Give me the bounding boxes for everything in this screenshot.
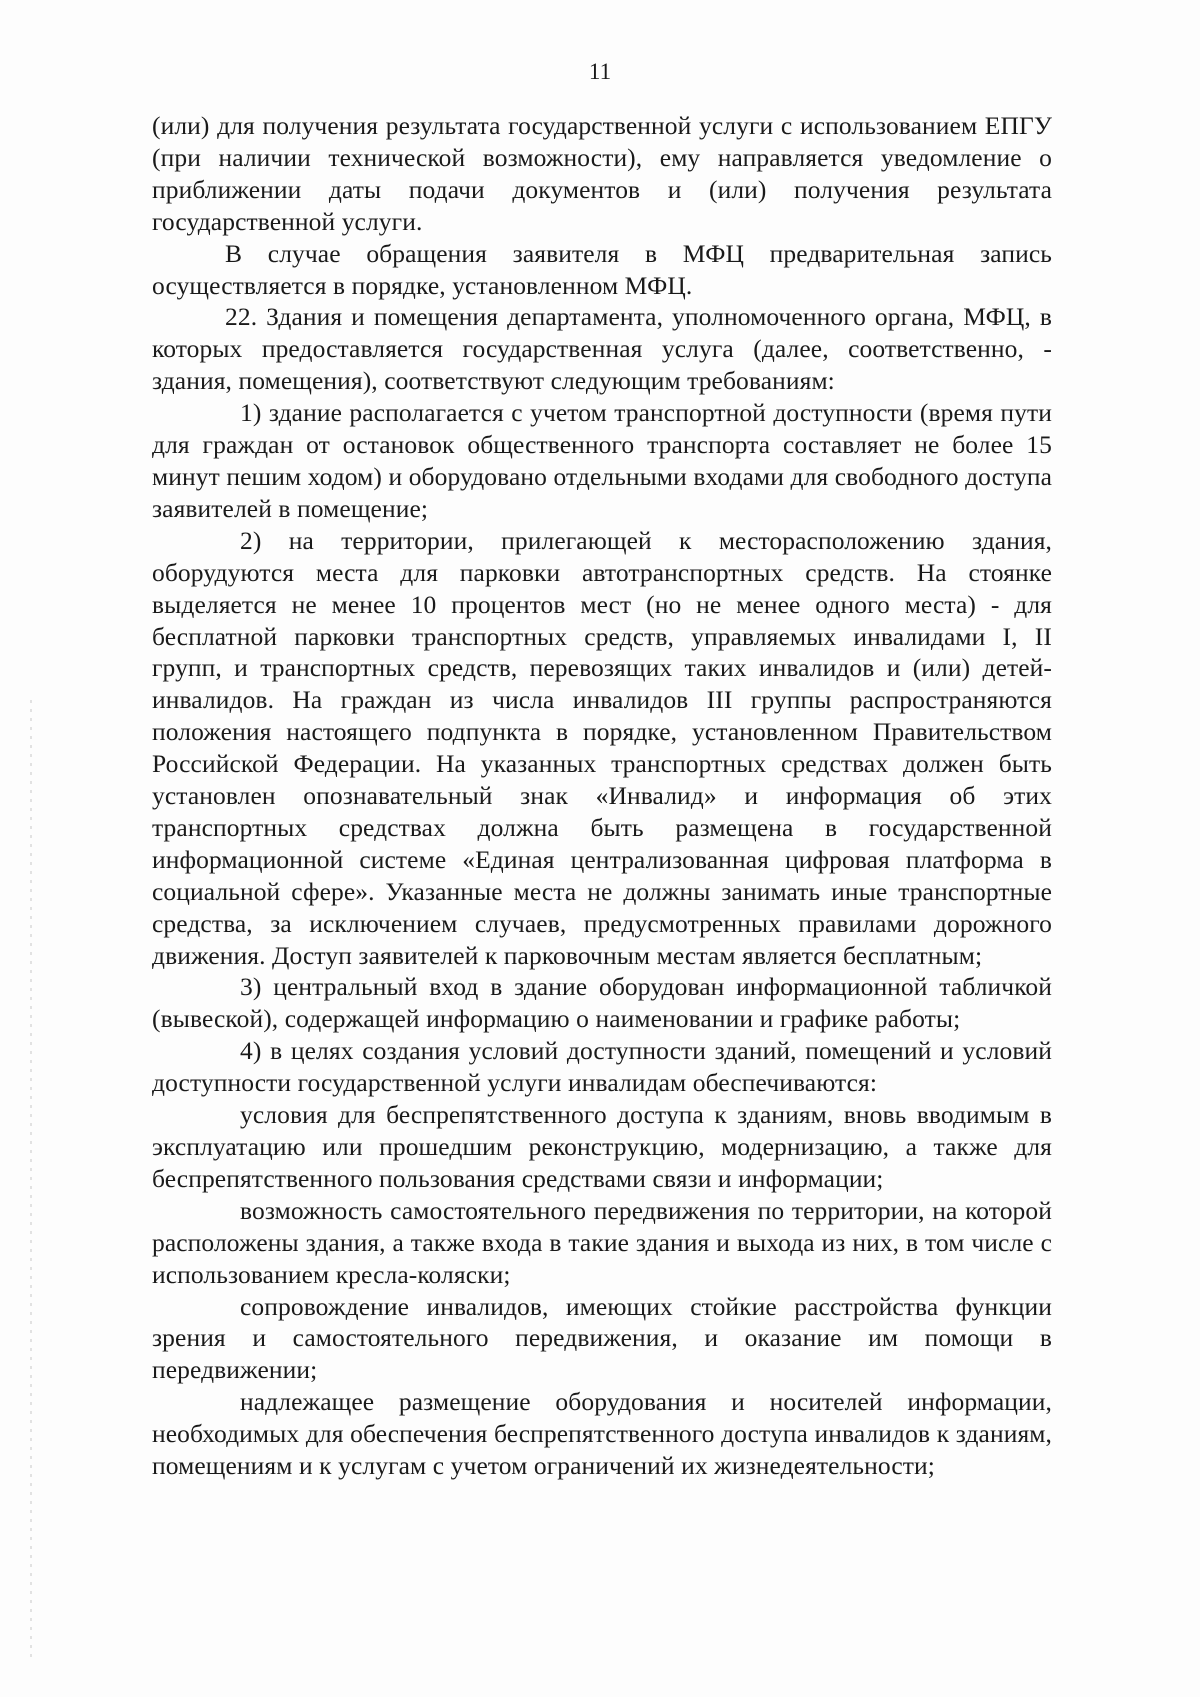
paragraph: надлежащее размещение оборудования и носителей информации, необходимых для обеспечения беспрепятственного доступа инвалидов к зданиям, помещениям и к услугам с учетом ограничений их жизнедеятельности; bbox=[152, 1387, 1052, 1481]
paragraph: условия для беспрепятственного доступа к зданиям, вновь вводимым в эксплуатацию или прошедшим реконструкцию, модернизацию, а также для беспрепятственного пользования средствами связи и информации; bbox=[152, 1100, 1052, 1193]
scan-edge-artifact bbox=[30, 700, 32, 1660]
paragraph: 1) здание располагается с учетом транспортной доступности (время пути для граждан от остановок общественного транспорта составляет не более 15 минут пешим ходом) и оборудовано отдельными входами для свободного доступа заявителей в помещение; bbox=[152, 398, 1052, 523]
paragraph: 22. Здания и помещения департамента, уполномоченного органа, МФЦ, в которых предоставляется государственная услуга (далее, соответственно, - здания, помещения), соответствуют следующим требованиям: bbox=[152, 302, 1052, 396]
paragraph: 4) в целях создания условий доступности зданий, помещений и условий доступности государственной услуги инвалидам обеспечиваются: bbox=[152, 1036, 1052, 1098]
paragraph: сопровождение инвалидов, имеющих стойкие расстройства функции зрения и самостоятельного передвижения, и оказание им помощи в передвижении; bbox=[152, 1291, 1052, 1385]
page-number: 11 bbox=[588, 59, 612, 84]
paragraph: возможность самостоятельного передвижения по территории, на которой расположены здания, а также входа в такие здания и выхода из них, в том числе с использованием кресла-коляски; bbox=[152, 1195, 1052, 1289]
paragraph: 3) центральный вход в здание оборудован информационной табличкой (вывеской), содержащей информацию о наименовании и графике работы; bbox=[152, 972, 1052, 1034]
document-body bbox=[152, 110, 1052, 1482]
paragraph: В случае обращения заявителя в МФЦ предварительная запись осуществляется в порядке, установленном МФЦ. bbox=[152, 238, 1052, 300]
paragraph: 2) на территории, прилегающей к месторасположению здания, оборудуются места для парковки автотранспортных средств. На стоянке выделяется не менее 10 процентов мест (но не менее одного места) - для бесплатной парковки транспортных средств, управляемых инвалидами I, II групп, и транспортных средств, перевозящих таких инвалидов и (или) детей-инвалидов. На граждан из числа инвалидов III группы распространяются положения настоящего подпункта в порядке, установленном Правительством Российской Федерации. На указанных транспортных средствах должен быть установлен опознавательный знак «Инвалид» и информация об этих транспортных средствах должна быть размещена в государственной информационной системе «Единая централизованная цифровая платформа в социальной сфере». Указанные места не должны занимать иные транспортные средства, за исключением случаев, предусмотренных правилами дорожного движения. Доступ заявителей к парковочным местам является бесплатным; bbox=[152, 525, 1052, 970]
paragraph: (или) для получения результата государственной услуги с использованием ЕПГУ (при наличии технической возможности), ему направляется уведомление о приближении даты подачи документов и (или) получения результата государственной услуги. bbox=[152, 111, 1052, 236]
